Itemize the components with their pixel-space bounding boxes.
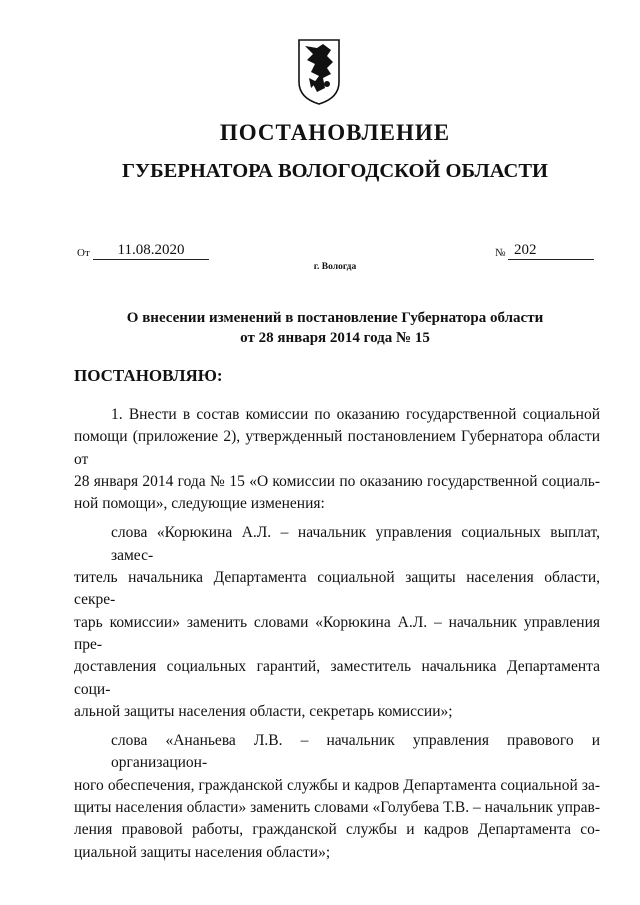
paragraph-3 [74,730,600,864]
paragraph-line: ной помощи», следующие изменения: [74,495,325,513]
paragraph-line: титель начальника Департамента социальной защиты населения области, секре- [74,569,600,609]
document-body [74,404,600,864]
subject-line-1: О внесении изменений в постановление Губернатора области [126,310,544,326]
city-label: г. Вологда [313,262,357,272]
paragraph-line: помощи (приложение 2), утвержденный постановлением Губернатора области от [74,428,600,468]
paragraph-line: альной защиты населения области, секретарь комиссии»; [74,702,453,720]
paragraph-line: ного обеспечения, гражданской службы и кадров Департамента социальной за- [74,776,600,794]
number-label: № [495,247,506,259]
paragraph-line: 1. Внести в состав комиссии по оказанию государственной социальной [111,406,600,423]
paragraph-line: ления правовой работы, гражданской службы и кадров Департамента со- [74,821,600,839]
document-subject [0,308,640,348]
paragraph-1 [74,404,600,515]
paragraph-2 [74,522,600,723]
coat-of-arms-icon [297,38,341,106]
document-date: 11.08.2020 [93,243,209,260]
resolution-heading: ПОСТАНОВЛЯЮ: [74,366,223,385]
document-title: ПОСТАНОВЛЕНИЕ [219,120,451,145]
paragraph-line: доставления социальных гарантий, заместитель начальника Департамента соци- [74,658,600,698]
paragraph-line: слова «Ананьева Л.В. – начальник управления правового и организацион- [111,732,600,772]
date-label: От [77,247,90,259]
paragraph-line: щиты населения области» заменить словами «Голубева Т.В. – начальник управ- [74,799,600,817]
paragraph-line: циальной защиты населения области»; [74,843,331,861]
paragraph-line: 28 января 2014 года № 15 «О комиссии по оказанию государственной социаль- [74,472,600,490]
subject-line-2: от 28 января 2014 года № 15 [240,330,430,346]
paragraph-line: тарь комиссии» заменить словами «Корюкина А.Л. – начальник управления пре- [74,613,600,653]
paragraph-line: слова «Корюкина А.Л. – начальник управления социальных выплат, замес- [111,524,600,564]
document-subtitle: ГУБЕРНАТОРА ВОЛОГОДСКОЙ ОБЛАСТИ [122,160,548,182]
document-number: 202 [508,243,594,260]
